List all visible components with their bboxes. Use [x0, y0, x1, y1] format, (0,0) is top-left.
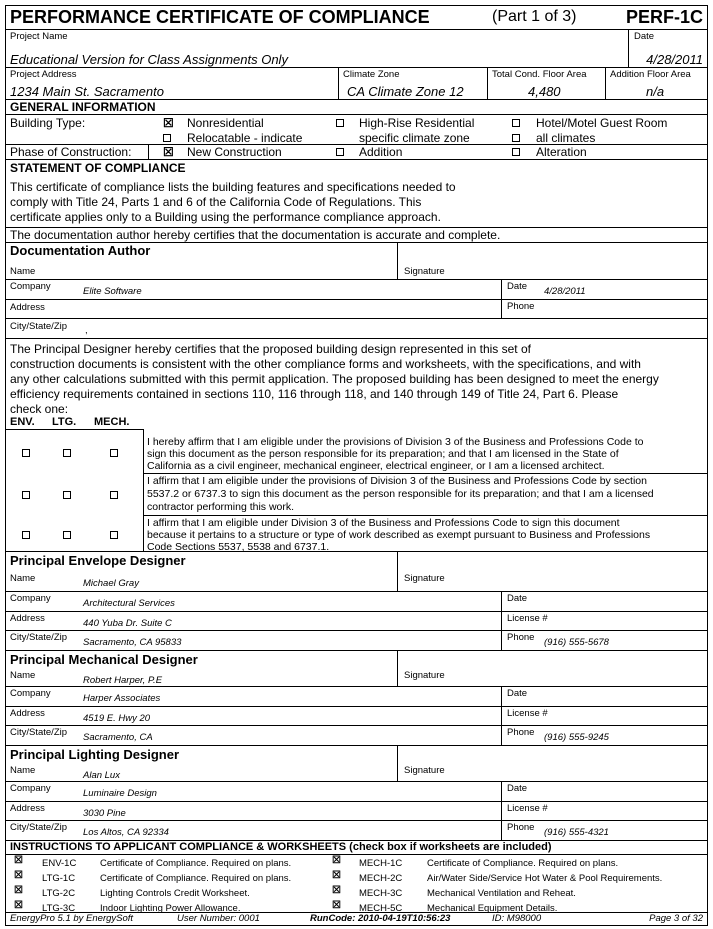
doc-author-date-label: Date: [507, 281, 528, 292]
doc-author-address-label: Address: [10, 302, 45, 313]
worksheet-checkbox-ltg1c[interactable]: ☒: [14, 870, 23, 881]
lighting-address-label: Address: [10, 803, 45, 814]
specific-zone-label: specific climate zone: [359, 131, 470, 145]
doc-author-company-label: Company: [10, 281, 51, 292]
lighting-company-value: Luminaire Design: [83, 788, 157, 799]
worksheet-code: MECH-5C: [359, 903, 403, 914]
col-env-header: ENV.: [10, 416, 35, 428]
option-b-line-3: contractor performing this work.: [147, 501, 295, 513]
option-c-mech-checkbox[interactable]: [110, 531, 118, 539]
instructions-heading: INSTRUCTIONS TO APPLICANT COMPLIANCE & WORKSHEETS (check box if worksheets are included): [10, 841, 552, 853]
phase-row: [6, 145, 707, 160]
worksheet-code: LTG-1C: [42, 873, 76, 884]
addition-checkbox[interactable]: [336, 148, 344, 156]
option-c-env-checkbox[interactable]: [22, 531, 30, 539]
lighting-name-value: Alan Lux: [83, 770, 120, 781]
footer-page: Page 3 of 32: [649, 913, 703, 924]
building-type-row: [6, 115, 707, 145]
certify-text: The documentation author hereby certifies that the documentation is accurate and complete.: [10, 228, 501, 242]
relocatable-checkbox[interactable]: [163, 134, 171, 142]
principal-line-3: any other calculations submitted with this permit application. The proposed building has been designed to meet the energy: [10, 372, 659, 386]
lighting-csz-value: Los Altos, CA 92334: [83, 827, 169, 838]
project-address-label: Project Address: [10, 69, 77, 80]
instructions-heading-row: [6, 841, 707, 855]
doc-author-company-value: Elite Software: [83, 286, 142, 297]
doc-author-name-row: [6, 243, 707, 280]
lighting-address-row: [6, 802, 707, 821]
hotel-label: Hotel/Motel Guest Room: [536, 116, 668, 130]
lighting-signature-label: Signature: [404, 765, 445, 776]
mechanical-csz-label: City/State/Zip: [10, 727, 68, 738]
worksheet-desc: Mechanical Equipment Details.: [427, 903, 558, 914]
worksheet-desc: Lighting Controls Credit Worksheet.: [100, 888, 250, 899]
general-info-heading-row: [6, 100, 707, 115]
envelope-license-label: License #: [507, 613, 548, 624]
envelope-name-label: Name: [10, 573, 36, 584]
principal-line-4: efficiency requirements contained in sections 110, 116 through 118, and 140 through 149 of Title 24, Part 6. Please: [10, 387, 619, 401]
worksheet-code: MECH-3C: [359, 888, 403, 899]
option-c-line-1: I affirm that I am eligible under Division 3 of the Business and Professions Code to sign this document: [147, 517, 620, 529]
mechanical-name-row: [6, 651, 707, 687]
envelope-company-row: [6, 592, 707, 612]
principal-line-2: construction documents is consistent with the other compliance forms and worksheets, with the specifications, and with: [10, 357, 641, 371]
option-b-env-checkbox[interactable]: [22, 491, 30, 499]
doc-author-company-row: [6, 280, 707, 300]
envelope-csz-label: City/State/Zip: [10, 632, 68, 643]
option-c-line-2: because it pertains to a structure or type of work described as exempt pursuant to Business and Professions: [147, 529, 651, 541]
worksheet-checkbox-ltg2c[interactable]: ☒: [14, 885, 23, 896]
lighting-name-row: [6, 746, 707, 782]
option-a-ltg-checkbox[interactable]: [63, 449, 71, 457]
envelope-name-row: [6, 552, 707, 592]
worksheet-desc: Indoor Lighting Power Allowance.: [100, 903, 241, 914]
certificate-form: [5, 5, 708, 926]
option-a-line-2: sign this document as the person responsible for its preparation; and that I am licensed in the State of: [147, 448, 619, 460]
date-label: Date: [634, 31, 655, 42]
worksheets-list: [6, 855, 707, 913]
worksheet-desc: Certificate of Compliance. Required on plans.: [427, 858, 619, 869]
floor-area-value: 4,480: [528, 84, 561, 99]
worksheet-code: LTG-3C: [42, 903, 76, 914]
addition-label: Addition: [359, 145, 403, 159]
mechanical-name-label: Name: [10, 670, 36, 681]
worksheet-desc: Certificate of Compliance. Required on plans.: [100, 858, 292, 869]
worksheet-checkbox-mech3c[interactable]: ☒: [332, 885, 341, 896]
option-b-line-2: 5537.2 or 6737.3 to sign this document as the person responsible for its preparation; and that I am a licensed: [147, 488, 654, 500]
footer-id: ID: M98000: [492, 913, 542, 924]
mechanical-csz-value: Sacramento, CA: [83, 732, 153, 743]
option-c-ltg-checkbox[interactable]: [63, 531, 71, 539]
nonresidential-label: Nonresidential: [187, 116, 264, 130]
footer-user: User Number: 0001: [177, 913, 260, 924]
mechanical-signature-label: Signature: [404, 670, 445, 681]
addition-area-value: n/a: [646, 84, 665, 99]
worksheet-desc: Mechanical Ventilation and Reheat.: [427, 888, 576, 899]
envelope-address-label: Address: [10, 613, 45, 624]
worksheet-checkbox-env1c[interactable]: ☒: [14, 855, 23, 866]
addition-area-label: Addition Floor Area: [610, 69, 691, 80]
lighting-address-value: 3030 Pine: [83, 808, 126, 819]
worksheet-code: MECH-1C: [359, 858, 403, 869]
mechanical-date-label: Date: [507, 688, 528, 699]
worksheet-checkbox-mech5c[interactable]: ☒: [332, 900, 341, 911]
lighting-date-label: Date: [507, 783, 528, 794]
principal-designer-statement: [6, 339, 707, 552]
doc-author-date-value: 4/28/2011: [544, 286, 586, 297]
envelope-date-label: Date: [507, 593, 528, 604]
general-info-heading: GENERAL INFORMATION: [10, 100, 156, 114]
envelope-phone-label: Phone: [507, 632, 535, 643]
mechanical-company-label: Company: [10, 688, 51, 699]
option-b-line-1: I affirm that I am eligible under the provisions of Division 3 of the Business and Professions Code by section: [147, 475, 647, 487]
form-part: (Part 1 of 3): [492, 8, 577, 25]
option-a-mech-checkbox[interactable]: [110, 449, 118, 457]
worksheet-desc: Air/Water Side/Service Hot Water & Pool Requirements.: [427, 873, 663, 884]
doc-author-phone-label: Phone: [507, 301, 535, 312]
nonresidential-checkbox[interactable]: ☒: [163, 116, 174, 130]
new-construction-label: New Construction: [187, 145, 282, 159]
envelope-company-value: Architectural Services: [83, 598, 175, 609]
option-c-line-3: Code Sections 5537, 5538 and 6737.1.: [147, 541, 330, 553]
new-construction-checkbox[interactable]: ☒: [163, 145, 174, 159]
mechanical-csz-row: [6, 726, 707, 746]
footer-software: EnergyPro 5.1 by EnergySoft: [10, 913, 134, 924]
mechanical-address-label: Address: [10, 708, 45, 719]
option-b-mech-checkbox[interactable]: [110, 491, 118, 499]
mechanical-company-row: [6, 687, 707, 707]
lighting-company-row: [6, 782, 707, 802]
doc-author-signature-label: Signature: [404, 266, 445, 277]
alteration-label: Alteration: [536, 145, 587, 159]
lighting-csz-row: [6, 821, 707, 841]
doc-author-address-row: [6, 300, 707, 319]
highrise-checkbox[interactable]: [336, 119, 344, 127]
mechanical-company-value: Harper Associates: [83, 693, 161, 704]
worksheet-checkbox-ltg3c[interactable]: ☒: [14, 900, 23, 911]
alteration-checkbox[interactable]: [512, 148, 520, 156]
footer-row: [6, 913, 707, 926]
all-climates-checkbox[interactable]: [512, 134, 520, 142]
highrise-label: High-Rise Residential: [359, 116, 475, 130]
mechanical-phone-label: Phone: [507, 727, 535, 738]
envelope-address-value: 440 Yuba Dr. Suite C: [83, 618, 172, 629]
statement-heading: STATEMENT OF COMPLIANCE: [10, 161, 186, 175]
envelope-csz-value: Sacramento, CA 95833: [83, 637, 182, 648]
form-id: PERF-1C: [626, 7, 704, 27]
principal-line-5: check one:: [10, 402, 69, 416]
envelope-company-label: Company: [10, 593, 51, 604]
col-ltg-header: LTG.: [52, 416, 77, 428]
doc-author-heading: Documentation Author: [10, 243, 151, 258]
doc-author-csz-value: ,: [85, 325, 88, 336]
date-value: 4/28/2011: [646, 52, 703, 67]
relocatable-label: Relocatable - indicate: [187, 131, 303, 145]
statement-text-1: This certificate of compliance lists the building features and specifications needed to: [10, 180, 456, 194]
option-a-line-1: I hereby affirm that I am eligible under the provisions of Division 3 of the Business and Professions Code to: [147, 436, 644, 448]
title-row: [6, 6, 707, 30]
form-title: PERFORMANCE CERTIFICATE OF COMPLIANCE: [10, 7, 430, 27]
lighting-license-label: License #: [507, 803, 548, 814]
lighting-phone-label: Phone: [507, 822, 535, 833]
mechanical-name-value: Robert Harper, P.E: [83, 675, 163, 686]
worksheet-checkbox-mech2c[interactable]: ☒: [332, 870, 341, 881]
certify-row: [6, 228, 707, 243]
option-a-line-3: California as a civil engineer, mechanical engineer, electrical engineer, or I am a licensed architect.: [147, 460, 605, 472]
doc-author-csz-label: City/State/Zip: [10, 321, 68, 332]
lighting-company-label: Company: [10, 783, 51, 794]
phase-label: Phase of Construction:: [10, 145, 132, 159]
project-address-value: 1234 Main St. Sacramento: [10, 84, 164, 99]
hotel-checkbox[interactable]: [512, 119, 520, 127]
all-climates-label: all climates: [536, 131, 596, 145]
footer-runcode: RunCode: 2010-04-19T10:56:23: [310, 913, 451, 924]
envelope-signature-label: Signature: [404, 573, 445, 584]
doc-author-name-label: Name: [10, 266, 36, 277]
mechanical-heading: Principal Mechanical Designer: [10, 652, 198, 667]
climate-zone-label: Climate Zone: [343, 69, 400, 80]
worksheet-checkbox-mech1c[interactable]: ☒: [332, 855, 341, 866]
project-name-row: [6, 30, 707, 68]
worksheet-code: MECH-2C: [359, 873, 403, 884]
envelope-heading: Principal Envelope Designer: [10, 553, 186, 568]
lighting-name-label: Name: [10, 765, 36, 776]
worksheet-code: LTG-2C: [42, 888, 76, 899]
floor-area-label: Total Cond. Floor Area: [492, 69, 587, 80]
option-b-ltg-checkbox[interactable]: [63, 491, 71, 499]
mechanical-license-label: License #: [507, 708, 548, 719]
envelope-csz-row: [6, 631, 707, 651]
mechanical-phone-value: (916) 555-9245: [544, 732, 609, 743]
lighting-phone-value: (916) 555-4321: [544, 827, 609, 838]
statement-text-2: comply with Title 24, Parts 1 and 6 of the California Code of Regulations. This: [10, 195, 422, 209]
statement-row: [6, 160, 707, 228]
project-name-value: Educational Version for Class Assignments Only: [10, 52, 288, 67]
col-mech-header: MECH.: [94, 416, 130, 428]
worksheet-desc: Certificate of Compliance. Required on plans.: [100, 873, 292, 884]
project-name-label: Project Name: [10, 31, 68, 42]
climate-zone-value: CA Climate Zone 12: [347, 84, 464, 99]
envelope-name-value: Michael Gray: [83, 578, 139, 589]
option-a-env-checkbox[interactable]: [22, 449, 30, 457]
lighting-heading: Principal Lighting Designer: [10, 747, 180, 762]
statement-text-3: certificate applies only to a Building using the performance compliance approach.: [10, 210, 441, 224]
project-address-row: [6, 68, 707, 100]
lighting-csz-label: City/State/Zip: [10, 822, 68, 833]
mechanical-address-value: 4519 E. Hwy 20: [83, 713, 151, 724]
envelope-phone-value: (916) 555-5678: [544, 637, 609, 648]
building-type-label: Building Type:: [10, 116, 86, 130]
doc-author-csz-row: [6, 319, 707, 339]
mechanical-address-row: [6, 707, 707, 726]
principal-line-1: The Principal Designer hereby certifies that the proposed building design represented in this set of: [10, 342, 531, 356]
worksheet-code: ENV-1C: [42, 858, 77, 869]
envelope-address-row: [6, 612, 707, 631]
